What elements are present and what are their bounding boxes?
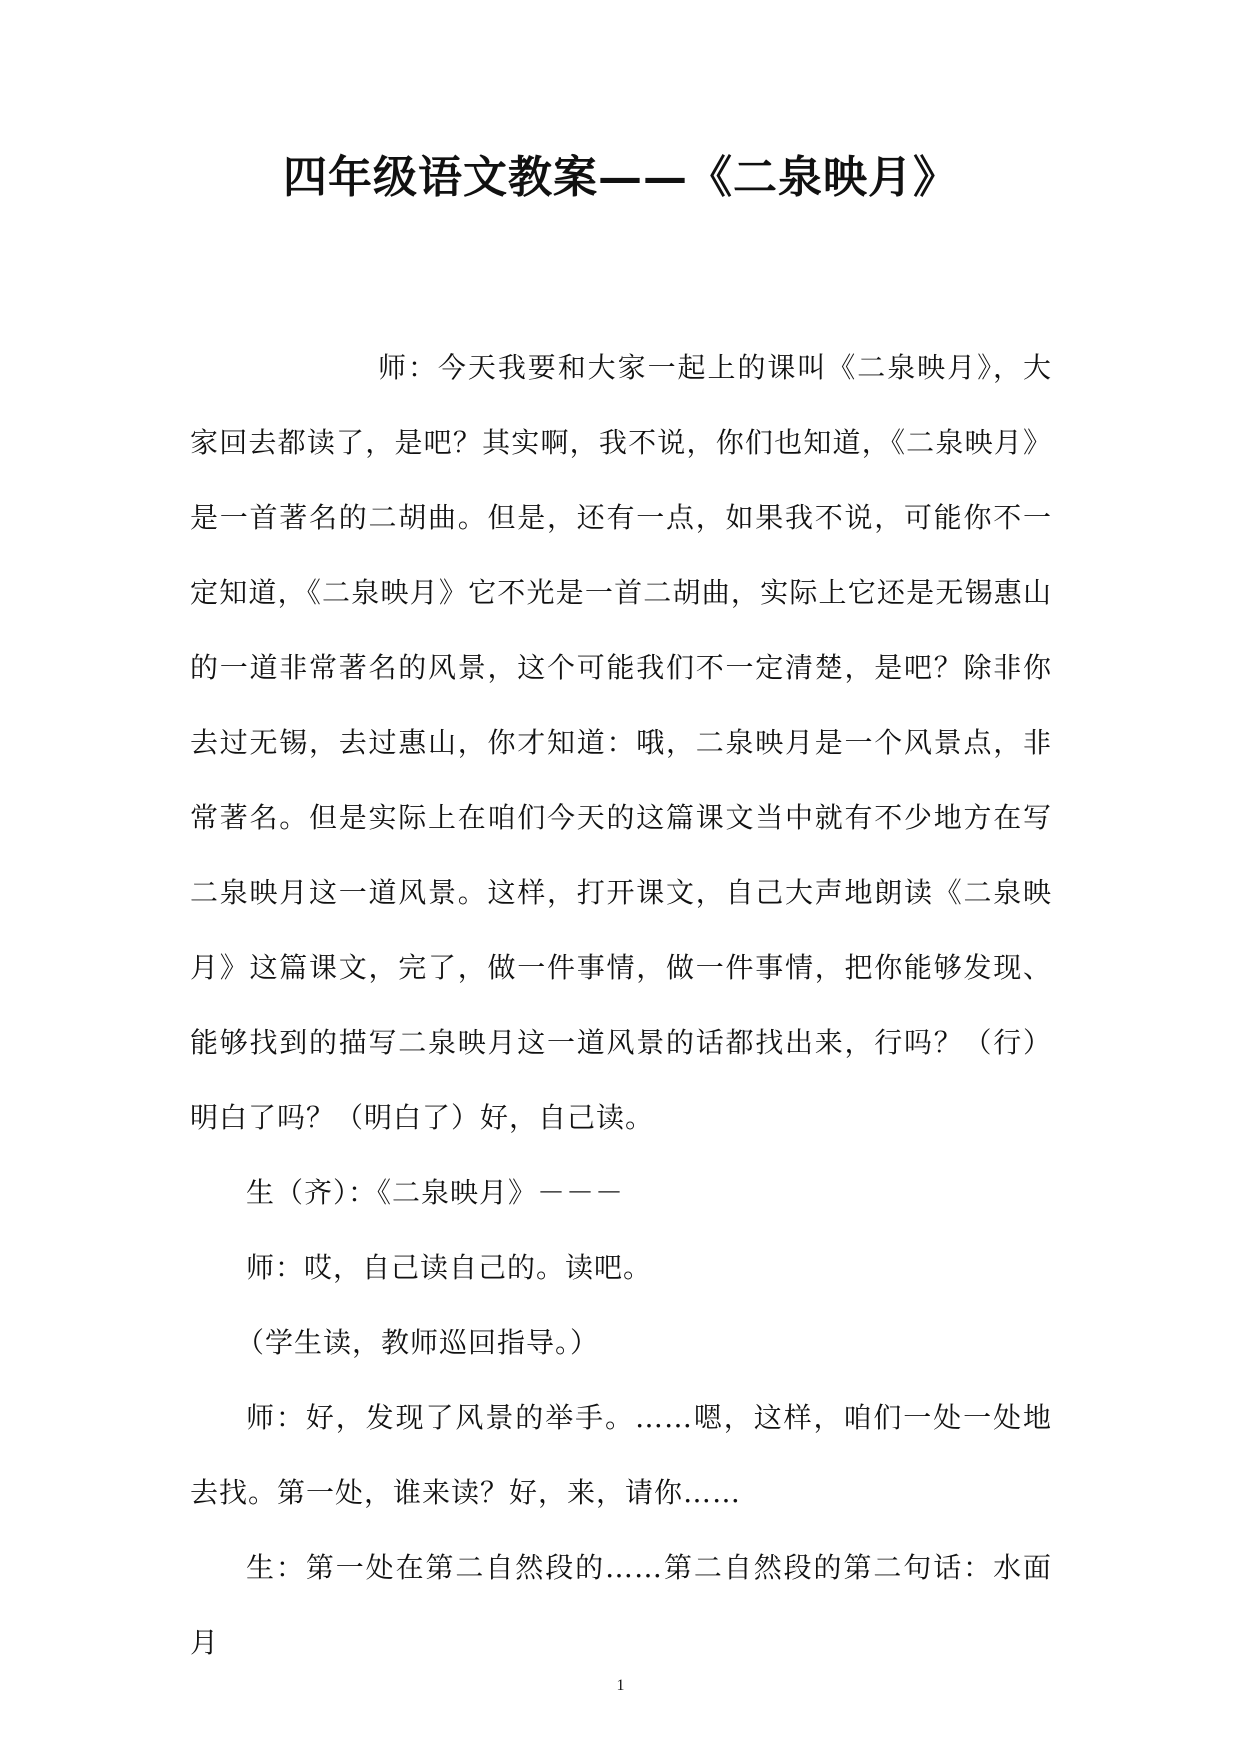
- paragraph-stage-direction: （学生读，教师巡回指导。）: [236, 1326, 600, 1359]
- paragraph-student-answer: 生：第一处在第二自然段的……第二自然段的第二句话：水面月: [190, 1551, 1052, 1659]
- paragraph-students-chorus: 生（齐）：《二泉映月》－－－: [246, 1176, 625, 1209]
- page-number: 1: [616, 1677, 625, 1694]
- paragraph-teacher-find: 师：好，发现了风景的举手。……嗯，这样，咱们一处一处地去找。第一处，谁来读？好，来，请你……: [190, 1401, 1052, 1509]
- paragraph-teacher-read: 师：哎，自己读自己的。读吧。: [246, 1251, 653, 1284]
- document-body: [190, 330, 1052, 1680]
- paragraph-teacher-intro: 师：今天我要和大家一起上的课叫《二泉映月》，大家回去都读了，是吧？其实啊，我不说，你们也知道，《二泉映月》是一首著名的二胡曲。但是，还有一点，如果我不说，可能你不一定知道，《二泉映月》它不光是一首二胡曲，实际上它还是无锡惠山的一道非常著名的风景，这个可能我们不一定清楚，是吧？除非你去过无锡，去过惠山，你才知道：哦，二泉映月是一个风景点，非常著名。但是实际上在咱们今天的这篇课文当中就有不少地方在写二泉映月这一道风景。这样，打开课文，自己大声地朗读《二泉映月》这篇课文，完了，做一件事情，做一件事情，把你能够发现、能够找到的描写二泉映月这一道风景的话都找出来，行吗？（行）明白了吗？（明白了）好，自己读。: [190, 351, 1052, 1134]
- document-title: 四年级语文教案——《二泉映月》: [283, 152, 958, 203]
